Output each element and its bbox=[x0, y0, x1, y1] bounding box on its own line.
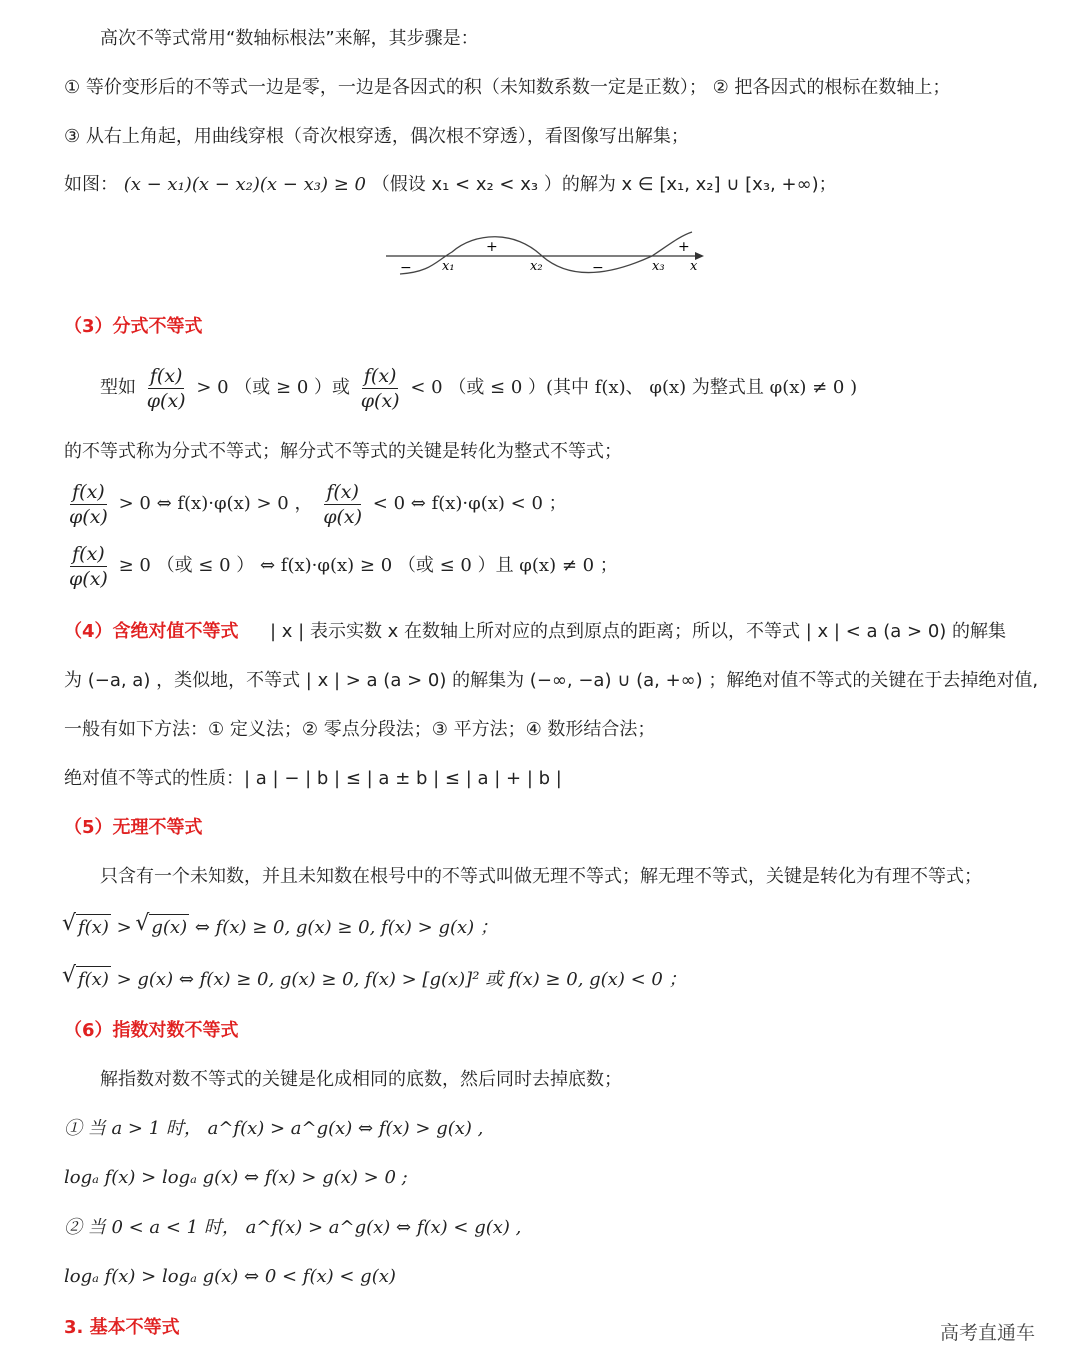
intro-text: 高次不等式常用“数轴标根法”来解，其步骤是： bbox=[100, 28, 479, 49]
fraction-rule-2 bbox=[64, 540, 618, 592]
heading-exp-log: （6）指数对数不等式 bbox=[64, 1020, 239, 1041]
axis-label: x bbox=[690, 259, 698, 274]
abs-property: 绝对值不等式的性质：| a | − | b | ≤ | a ± b | ≤ | a | + | b | bbox=[64, 768, 562, 789]
root-x2: x₂ bbox=[530, 259, 543, 274]
frac-num: f(x) bbox=[149, 364, 183, 387]
heading-basic-inequality: 3. 基本不等式 bbox=[64, 1317, 180, 1338]
abs-text-1: | x | 表示实数 x 在数轴上所对应的点到原点的距离；所以，不等式 | x | < a (a > 0) 的解集 bbox=[270, 621, 1007, 642]
heading-fraction: （3）分式不等式 bbox=[64, 316, 203, 337]
fraction-desc: 的不等式称为分式不等式；解分式不等式的关键是转化为整式不等式； bbox=[64, 441, 622, 462]
irrational-desc: 只含有一个未知数，并且未知数在根号中的不等式叫做无理不等式；解无理不等式，关键是转化为有理不等式； bbox=[100, 866, 982, 887]
frac-num: f(x) bbox=[72, 480, 105, 503]
abs-line-1 bbox=[64, 619, 1006, 645]
sqrt-f: √ f(x) bbox=[76, 966, 111, 993]
sign-minus-1: − bbox=[400, 260, 412, 276]
abs-line-3: 一般有如下方法：① 定义法；② 零点分段法；③ 平方法；④ 数形结合法； bbox=[64, 719, 656, 740]
sign-plus-2: + bbox=[678, 239, 690, 255]
frac-den: φ(x) bbox=[323, 505, 363, 528]
rule-2: ≥ 0 （或 ≤ 0 ） ⇔ f(x)·φ(x) ≥ 0 （或 ≤ 0 ）且 φ(x) ≠ 0 ； bbox=[118, 555, 618, 576]
sign-plus-1: + bbox=[486, 239, 498, 255]
rule-1a: > 0 ⇔ f(x)·φ(x) > 0 ， bbox=[118, 493, 313, 514]
abs-line-2: 为 (−a, a) ，类似地，不等式 | x | > a (a > 0) 的解集为 (−∞, −a) ∪ (a, +∞) ；解绝对值不等式的关键在于去掉绝对值, bbox=[64, 670, 1039, 691]
fraction-5 bbox=[67, 543, 110, 590]
example-line bbox=[64, 172, 837, 198]
fraction-2 bbox=[359, 365, 402, 412]
frac-den: φ(x) bbox=[69, 567, 108, 590]
frac-num: f(x) bbox=[72, 542, 105, 565]
example-assume: （假设 x₁ < x₂ < x₃ ）的解为 x ∈ [x₁, x₂] ∪ [x₃, +∞)； bbox=[371, 174, 837, 195]
sqrt-g: √ g(x) bbox=[149, 914, 189, 941]
watermark-text: 高考直通车 bbox=[940, 1322, 1036, 1344]
fraction-rule-1 bbox=[64, 478, 567, 530]
fraction-3 bbox=[67, 481, 110, 528]
heading-absolute: （4）含绝对值不等式 bbox=[64, 621, 239, 642]
sign-minus-2: − bbox=[592, 260, 604, 276]
form-mid-2: < 0 （或 ≤ 0 ）(其中 f(x)、 φ(x) 为整式且 φ(x) ≠ 0 ) bbox=[410, 377, 858, 398]
example-prefix: 如图： bbox=[64, 174, 118, 195]
rule-1b: < 0 ⇔ f(x)·φ(x) < 0 ； bbox=[372, 493, 567, 514]
step-1-2: ① 等价变形后的不等式一边是零，一边是各因式的积（未知数系数一定是正数）； ② 把各因式的根标在数轴上； bbox=[64, 77, 951, 98]
rule2-rest: > g(x) ⇔ f(x) ≥ 0, g(x) ≥ 0, f(x) > [g(x)]² 或 f(x) ≥ 0, g(x) < 0 ； bbox=[110, 969, 687, 990]
irrational-rule-1 bbox=[64, 914, 498, 941]
heading-irrational: （5）无理不等式 bbox=[64, 817, 203, 838]
fraction-4 bbox=[321, 481, 364, 528]
root-curve-diagram bbox=[380, 222, 710, 282]
rule1-mid: > bbox=[110, 917, 138, 938]
frac-num: f(x) bbox=[326, 480, 359, 503]
sqrt-f: √ f(x) bbox=[76, 914, 111, 941]
step-3: ③ 从右上角起，用曲线穿根（奇次根穿透，偶次根不穿透），看图像写出解集； bbox=[64, 126, 689, 147]
frac-num: f(x) bbox=[363, 364, 397, 387]
frac-den: φ(x) bbox=[146, 389, 186, 412]
rule1-rest: ⇔ f(x) ≥ 0, g(x) ≥ 0, f(x) > g(x) ； bbox=[189, 917, 498, 938]
frac-den: φ(x) bbox=[360, 389, 400, 412]
fraction-form bbox=[100, 362, 857, 414]
exp-case-2: ② 当 0 < a < 1 时， a^f(x) > a^g(x) ⇔ f(x) < g(x) , bbox=[64, 1217, 522, 1238]
example-inequality: (x − x₁)(x − x₂)(x − x₃) ≥ 0 bbox=[123, 174, 366, 195]
frac-den: φ(x) bbox=[69, 505, 108, 528]
exp-log-desc: 解指数对数不等式的关键是化成相同的底数，然后同时去掉底数； bbox=[100, 1069, 622, 1090]
root-x1: x₁ bbox=[442, 259, 455, 274]
log-case-1: logₐ f(x) > logₐ g(x) ⇔ f(x) > g(x) > 0 ; bbox=[64, 1167, 408, 1188]
fraction-1 bbox=[145, 365, 188, 412]
form-prefix: 型如 bbox=[100, 377, 136, 398]
exp-case-1: ① 当 a > 1 时， a^f(x) > a^g(x) ⇔ f(x) > g(x) , bbox=[64, 1118, 484, 1139]
form-mid-1: > 0 （或 ≥ 0 ）或 bbox=[196, 377, 351, 398]
root-x3: x₃ bbox=[652, 259, 665, 274]
log-case-2: logₐ f(x) > logₐ g(x) ⇔ 0 < f(x) < g(x) bbox=[64, 1266, 396, 1287]
irrational-rule-2 bbox=[64, 966, 687, 993]
